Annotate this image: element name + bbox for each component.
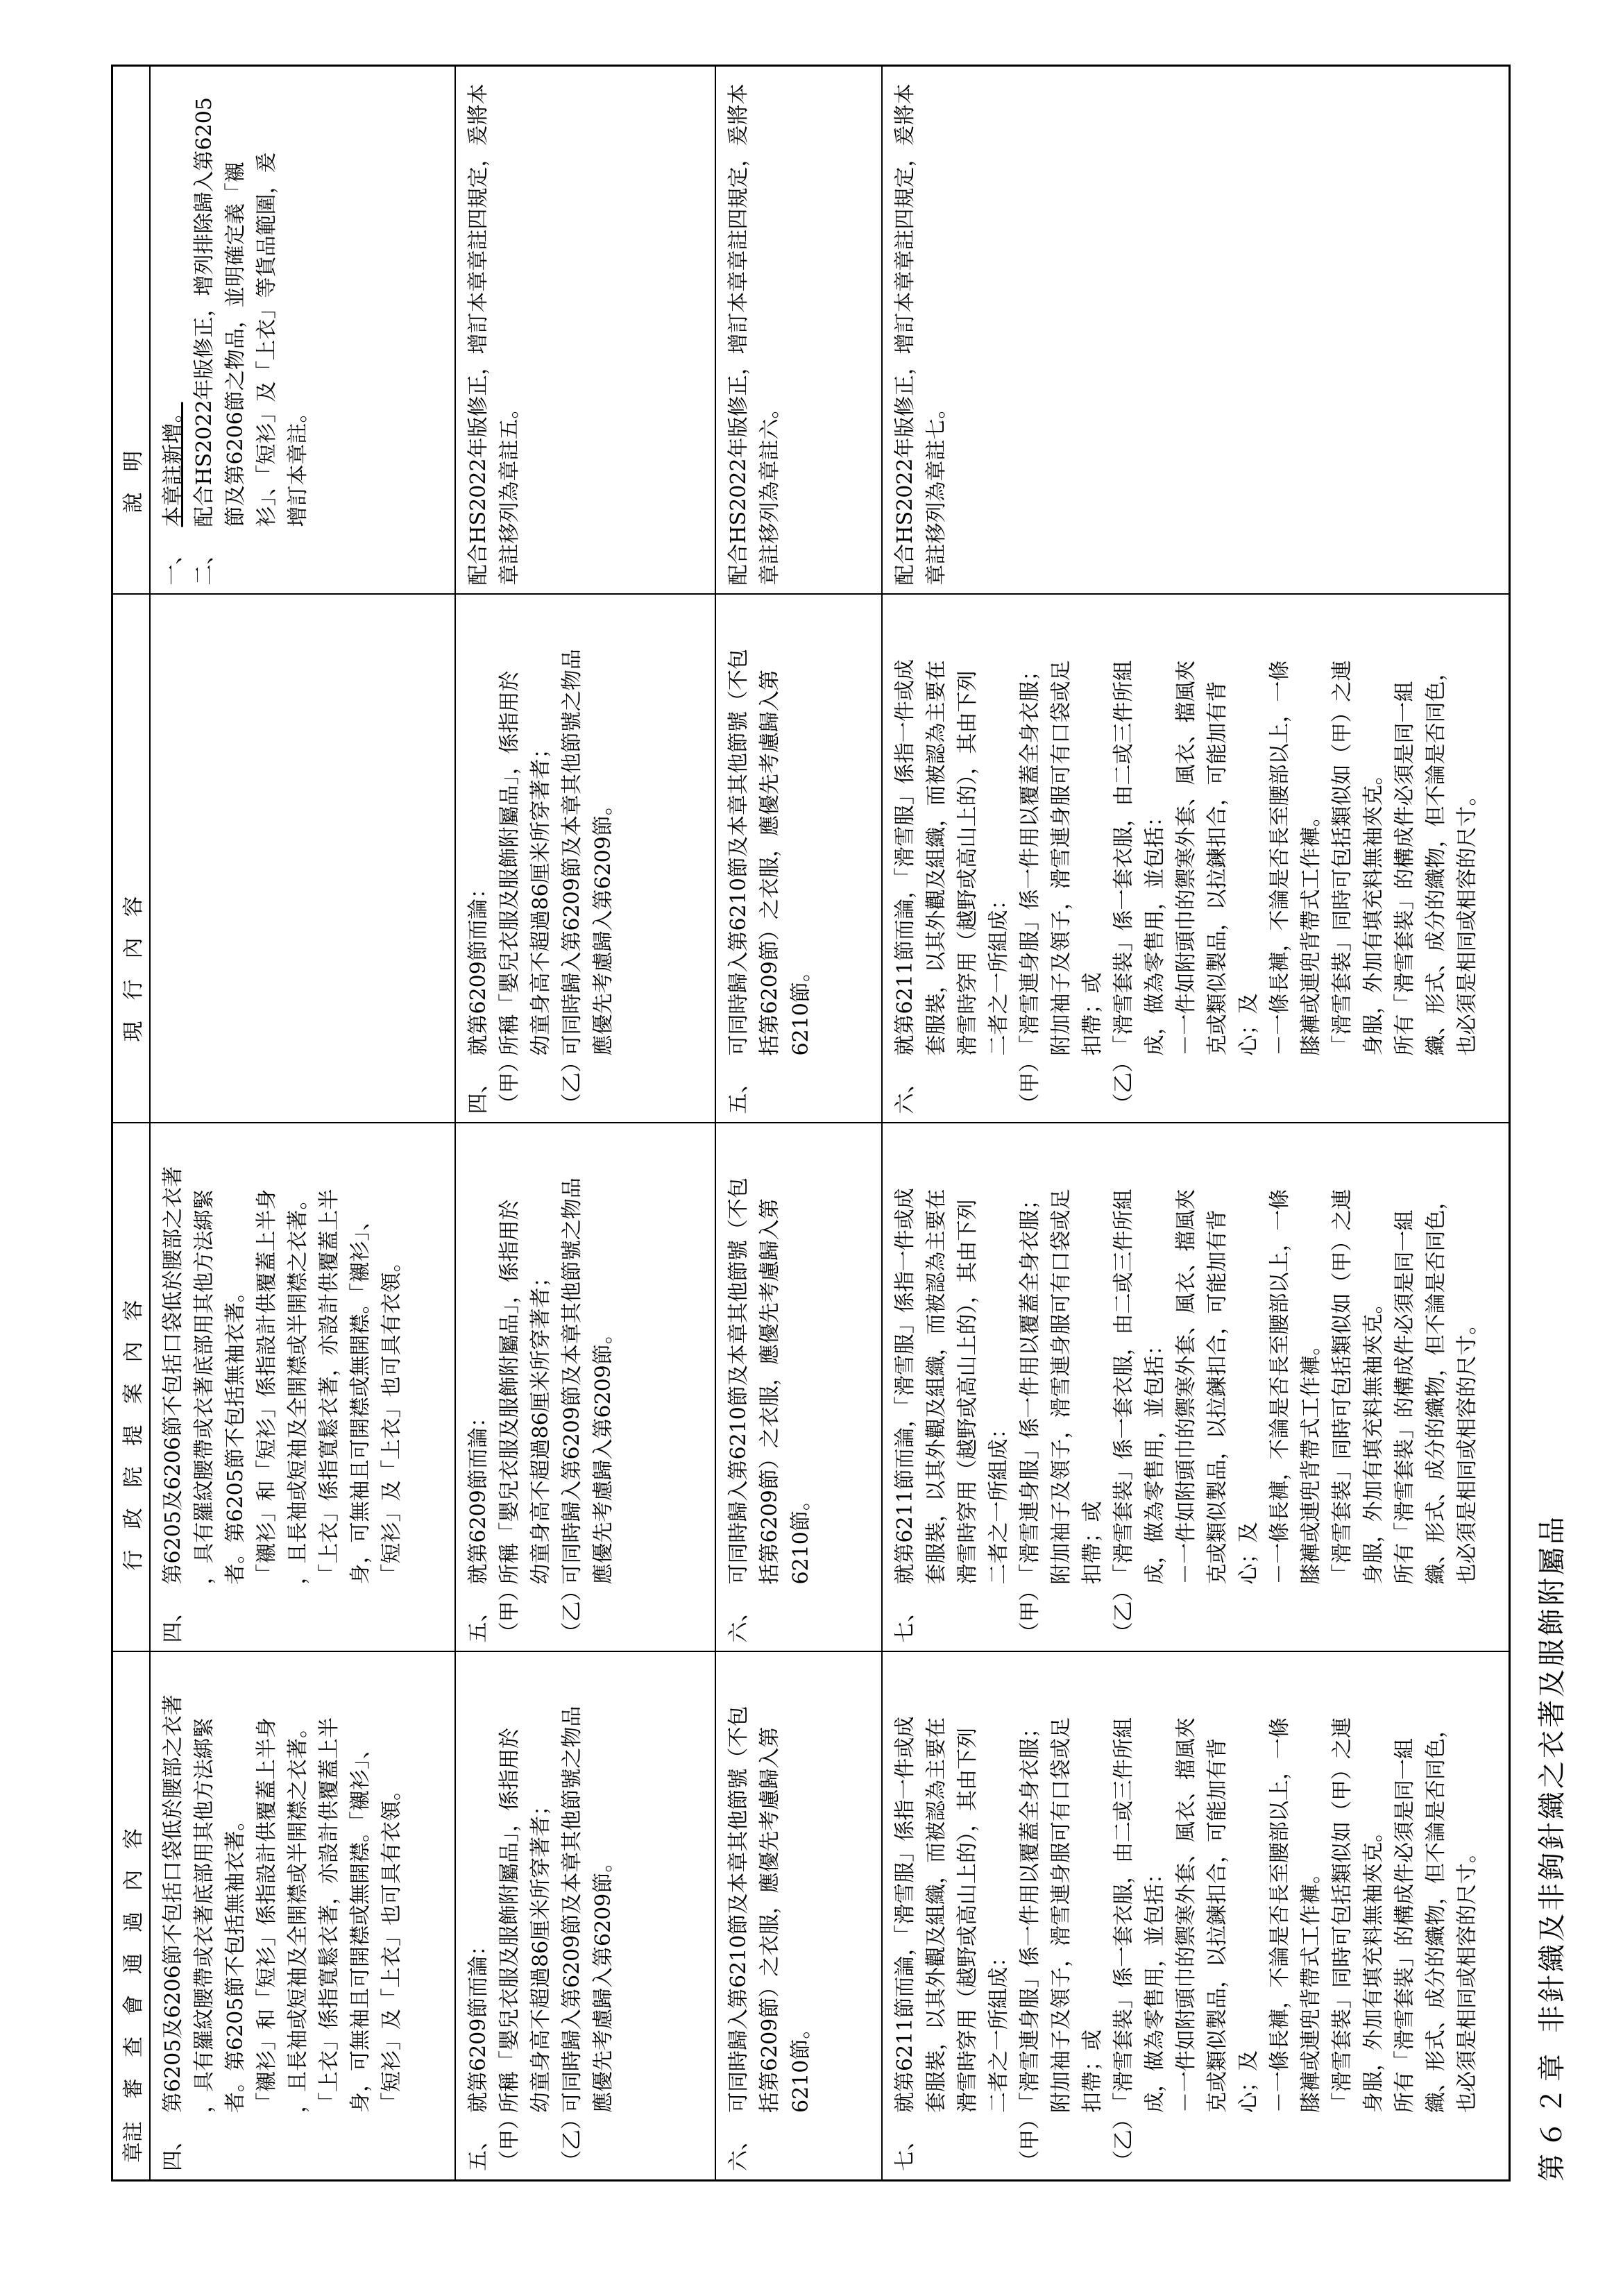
text-line: 增訂本章註。 xyxy=(286,402,310,527)
section-tag: 章註 xyxy=(121,2121,146,2163)
clause-number: 六、 xyxy=(893,1072,917,1114)
text-line: 6210節。 xyxy=(789,2018,813,2113)
text-line: 成，做為零售用，並包括： xyxy=(1143,1334,1167,1585)
cell-explanation xyxy=(715,66,882,595)
clause-number: 四、 xyxy=(466,1072,491,1114)
text-line: ，且長袖或短袖及全開襟或半開襟之衣著。 xyxy=(286,1189,310,1585)
chapter-number: 第６２章 xyxy=(1536,2048,1568,2182)
cell-committee xyxy=(715,1652,882,2181)
clause xyxy=(463,75,525,586)
text-line: 章註移列為章註五。 xyxy=(498,398,522,586)
clause xyxy=(1108,604,1483,1114)
text-line: 「滑雪套裝」同時可包括類似如（甲）之連 xyxy=(1330,660,1354,1056)
text-line: －一條長褲，不論是否長至腰部以上，一條 xyxy=(1268,1717,1292,2113)
clause xyxy=(1014,1661,1108,2172)
cell-explanation xyxy=(882,66,1509,595)
text-line: ，且長袖或短袖及全開襟或半開襟之衣著。 xyxy=(286,1717,310,2113)
text-line: 也必須是相同或相容的尺寸。 xyxy=(1455,785,1479,1056)
column-header-current xyxy=(112,595,151,1123)
text-line: 心；及 xyxy=(1237,993,1261,1056)
text-line: 克或類似製品，以拉鍊扣合，可能加有背 xyxy=(1205,681,1230,1056)
comparison-table xyxy=(111,65,1511,2182)
cell-proposal xyxy=(882,1123,1509,1652)
clause-number: 五、 xyxy=(466,2129,491,2171)
text-line: 可同時歸入第6209節及本章其他節號之物品 xyxy=(560,1177,584,1585)
text-line: 就第6209節而論： xyxy=(466,1406,491,1585)
clause xyxy=(158,75,189,586)
text-line: 「滑雪套裝」同時可包括類似如（甲）之連 xyxy=(1330,1189,1354,1585)
column-header-committee xyxy=(112,1652,151,2181)
text-line: 克或類似製品，以拉鍊扣合，可能加有背 xyxy=(1205,1209,1230,1585)
clause xyxy=(723,75,785,586)
clause-number: 四、 xyxy=(161,1601,185,1643)
text-line: 幼童身高不超過86厘米所穿著者； xyxy=(529,1794,553,2113)
text-line: 「上衣」係指寬鬆衣著，亦設計供覆蓋上半 xyxy=(317,1717,341,2113)
clause-number: 五、 xyxy=(726,1072,751,1114)
text-line: 第6205及6206節不包括口袋低於腰部之衣著 xyxy=(161,1166,185,1585)
text-line: 者。第6205節不包括無袖衣著。 xyxy=(223,1810,248,2113)
text-line: 「滑雪連身服」係一件用以覆蓋全身衣服； xyxy=(1018,660,1042,1056)
text-line: 所稱「嬰兒衣服及服飾附屬品」，係指用於 xyxy=(498,1199,522,1585)
text-line: 成，做為零售用，並包括： xyxy=(1143,806,1167,1056)
clause xyxy=(1108,1661,1483,2172)
clause xyxy=(158,1661,407,2172)
cell-explanation xyxy=(150,66,455,595)
text-line: 套服裝，以其外觀及組織，而被認為主要在 xyxy=(924,660,949,1056)
clause-number: （甲） xyxy=(1018,2109,1042,2171)
text-line: 滑雪時穿用（越野或高山上的），其由下列 xyxy=(955,1728,980,2113)
text-line: 「滑雪套裝」同時可包括類似如（甲）之連 xyxy=(1330,1717,1354,2113)
chapter-title xyxy=(1530,1514,1570,2182)
cell-proposal xyxy=(455,1123,715,1652)
table-row xyxy=(715,66,882,2181)
text-line: 二者之一所組成： xyxy=(987,1946,1011,2113)
text-line: 「短衫」及「上衣」也可具有衣領。 xyxy=(380,1780,404,2113)
clause xyxy=(723,604,817,1114)
text-line: 節及第6206節之物品，並明確定義「襯 xyxy=(223,162,248,527)
text-line: 織、形式、成分的織物，但不論是否同色， xyxy=(1424,1717,1448,2113)
cell-committee xyxy=(150,1652,455,2181)
text-line: 所稱「嬰兒衣服及服飾附屬品」，係指用於 xyxy=(498,670,522,1056)
clause-number: 二、 xyxy=(192,543,216,586)
text-line: 「襯衫」和「短衫」係指設計供覆蓋上半身 xyxy=(255,1189,279,1585)
text-line: 就第6211節而論，「滑雪服」係指一件或成 xyxy=(893,1716,917,2113)
text-line: 括第6209節）之衣服，應優先考慮歸入第 xyxy=(758,1198,782,1585)
clause-number: 六、 xyxy=(726,1601,751,1643)
text-line: 織、形式、成分的織物，但不論是否同色， xyxy=(1424,660,1448,1056)
column-title: 行 政 院 提 案 內 容 xyxy=(121,1300,146,1571)
text-line: 可同時歸入第6210節及本章其他節號（不包 xyxy=(726,1177,751,1585)
text-line: 衫」、「短衫」及「上衣」等貨品範圍，爰 xyxy=(255,152,279,527)
clause xyxy=(556,604,619,1114)
clause xyxy=(890,1132,1014,1643)
clause xyxy=(463,1132,494,1643)
clause-number: 五、 xyxy=(466,1601,491,1643)
clause xyxy=(463,604,494,1114)
text-line: 所稱「嬰兒衣服及服飾附屬品」，係指用於 xyxy=(498,1728,522,2113)
clause xyxy=(189,75,314,586)
text-line: 章註移列為章註六。 xyxy=(758,398,782,586)
text-line: －一件如附頭巾的禦寒外套、風衣、擋風夾 xyxy=(1174,1717,1198,2113)
text-line: 套服裝，以其外觀及組織，而被認為主要在 xyxy=(924,1189,949,1585)
clause-number: （乙） xyxy=(1112,2109,1136,2171)
text-line: 「上衣」係指寬鬆衣著，亦設計供覆蓋上半 xyxy=(317,1189,341,1585)
text-line: ，具有羅紋腰帶或衣著底部用其他方法綁緊 xyxy=(192,1189,216,1585)
cell-current xyxy=(715,595,882,1123)
text-line: 可同時歸入第6209節及本章其他節號之物品 xyxy=(560,649,584,1056)
cell-current xyxy=(150,595,455,1123)
column-title: 說 明 xyxy=(121,450,146,513)
clause xyxy=(158,1132,407,1643)
clause xyxy=(463,1661,494,2172)
clause-number: （甲） xyxy=(1018,1051,1042,1114)
text-line: 身服，外加有填充料無袖夾克。 xyxy=(1361,764,1386,1056)
text-line: 附加袖子及領子，滑雪連身服可有口袋或足 xyxy=(1049,1717,1073,2113)
text-line: 心；及 xyxy=(1237,2050,1261,2113)
text-line: 者。第6205節不包括無袖衣著。 xyxy=(223,1282,248,1585)
cell-proposal xyxy=(715,1123,882,1652)
column-header-proposal xyxy=(112,1123,151,1652)
text-line: 二者之一所組成： xyxy=(987,889,1011,1056)
text-line: 心；及 xyxy=(1237,1522,1261,1585)
text-line: 附加袖子及領子，滑雪連身服可有口袋或足 xyxy=(1049,1189,1073,1585)
text-line: 身服，外加有填充料無袖夾克。 xyxy=(1361,1293,1386,1585)
chapter-name: 非針織及非鉤針織之衣著及服飾附屬品 xyxy=(1536,1514,1568,2033)
text-line: 身，可無袖且可開襟或無開襟。「襯衫」、 xyxy=(348,1738,373,2113)
text-line: 身服，外加有填充料無袖夾克。 xyxy=(1361,1821,1386,2113)
clause-number: 四、 xyxy=(161,2129,185,2171)
text-line: 扣帶；或 xyxy=(1080,1501,1105,1585)
clause-number: 七、 xyxy=(893,1601,917,1643)
clause xyxy=(494,1132,556,1643)
clause-number: （甲） xyxy=(498,1580,522,1643)
header-row xyxy=(112,66,151,2181)
text-line: 二者之一所組成： xyxy=(987,1418,1011,1585)
text-line: 應優先考慮歸入第6209節。 xyxy=(591,794,615,1056)
text-line: 可同時歸入第6210節及本章其他節號（不包 xyxy=(726,1706,751,2113)
text-line: 6210節。 xyxy=(789,1490,813,1585)
text-line: 「滑雪套裝」係一套衣服，由二或三件所組 xyxy=(1112,660,1136,1056)
column-title: 現 行 內 容 xyxy=(121,896,146,1042)
text-line: －一條長褲，不論是否長至腰部以上，一條 xyxy=(1268,660,1292,1056)
clause xyxy=(723,1661,817,2172)
text-line: 就第6211節而論，「滑雪服」係指一件或成 xyxy=(893,1188,917,1585)
clause-number: （甲） xyxy=(1018,1580,1042,1643)
column-header-explanation xyxy=(112,66,151,595)
text-line: 本章註新增。 xyxy=(161,402,185,527)
text-line: 「滑雪連身服」係一件用以覆蓋全身衣服； xyxy=(1018,1189,1042,1585)
text-line: 可同時歸入第6210節及本章其他節號（不包 xyxy=(726,649,751,1056)
text-line: 應優先考慮歸入第6209節。 xyxy=(591,1851,615,2113)
clause-number: （乙） xyxy=(1112,1580,1136,1643)
text-line: 克或類似製品，以拉鍊扣合，可能加有背 xyxy=(1205,1738,1230,2113)
text-line: 括第6209節）之衣服，應優先考慮歸入第 xyxy=(758,670,782,1056)
text-line: 幼童身高不超過86厘米所穿著者； xyxy=(529,1266,553,1585)
clause-number: 一、 xyxy=(161,543,185,586)
text-line: 扣帶；或 xyxy=(1080,2030,1105,2113)
cell-committee xyxy=(882,1652,1509,2181)
table-row xyxy=(150,66,455,2181)
text-line: 膝褲或連兜背帶式工作褲。 xyxy=(1299,1863,1323,2113)
cell-proposal xyxy=(150,1123,455,1652)
clause-number: （甲） xyxy=(498,2109,522,2171)
text-line: 第6205及6206節不包括口袋低於腰部之衣著 xyxy=(161,1694,185,2113)
clause xyxy=(890,604,1014,1114)
clause-number: 六、 xyxy=(726,2129,751,2171)
text-line: 可同時歸入第6209節及本章其他節號之物品 xyxy=(560,1706,584,2113)
cell-explanation xyxy=(455,66,715,595)
text-line: 附加袖子及領子，滑雪連身服可有口袋或足 xyxy=(1049,660,1073,1056)
text-line: 幼童身高不超過86厘米所穿著者； xyxy=(529,738,553,1056)
clause-number: （乙） xyxy=(560,1051,584,1114)
clause xyxy=(723,1132,817,1643)
text-line: 身，可無袖且可開襟或無開襟。「襯衫」、 xyxy=(348,1209,373,1585)
clause xyxy=(1014,604,1108,1114)
text-line: －一件如附頭巾的禦寒外套、風衣、擋風夾 xyxy=(1174,1189,1198,1585)
text-line: 滑雪時穿用（越野或高山上的），其由下列 xyxy=(955,1199,980,1585)
text-line: 膝褲或連兜背帶式工作褲。 xyxy=(1299,1334,1323,1585)
text-line: 就第6209節而論： xyxy=(466,1934,491,2113)
clause xyxy=(1014,1132,1108,1643)
text-line: 6210節。 xyxy=(789,961,813,1056)
text-line: 滑雪時穿用（越野或高山上的），其由下列 xyxy=(955,670,980,1056)
table-row xyxy=(882,66,1509,2181)
text-line: 配合HS2022年版修正，增訂本章章註四規定，爰將本 xyxy=(466,83,491,586)
text-line: 「滑雪連身服」係一件用以覆蓋全身衣服； xyxy=(1018,1717,1042,2113)
text-line: 就第6211節而論，「滑雪服」係指一件或成 xyxy=(893,659,917,1056)
clause xyxy=(556,1661,619,2172)
text-line: －一條長褲，不論是否長至腰部以上，一條 xyxy=(1268,1189,1292,1585)
text-line: 也必須是相同或相容的尺寸。 xyxy=(1455,1842,1479,2113)
table-row xyxy=(455,66,715,2181)
text-line: 成，做為零售用，並包括： xyxy=(1143,1863,1167,2113)
clause xyxy=(556,1132,619,1643)
clause xyxy=(890,75,952,586)
text-line: 「滑雪套裝」係一套衣服，由二或三件所組 xyxy=(1112,1717,1136,2113)
text-line: 配合HS2022年版修正，增訂本章章註四規定，爰將本 xyxy=(893,83,917,586)
clause-number: （乙） xyxy=(560,2109,584,2171)
text-line: －一件如附頭巾的禦寒外套、風衣、擋風夾 xyxy=(1174,660,1198,1056)
clause xyxy=(494,1661,556,2172)
cell-current xyxy=(455,595,715,1123)
cell-committee xyxy=(455,1652,715,2181)
column-title: 審 查 會 通 過 內 容 xyxy=(121,1828,146,2099)
clause-number: （乙） xyxy=(1112,1051,1136,1114)
text-line: 膝褲或連兜背帶式工作褲。 xyxy=(1299,806,1323,1056)
clause-number: （乙） xyxy=(560,1580,584,1643)
text-line: 「襯衫」和「短衫」係指設計供覆蓋上半身 xyxy=(255,1717,279,2113)
clause xyxy=(494,604,556,1114)
clause-number: 七、 xyxy=(893,2129,917,2171)
text-line: 扣帶；或 xyxy=(1080,972,1105,1056)
clause xyxy=(1108,1132,1483,1643)
text-line: 也必須是相同或相容的尺寸。 xyxy=(1455,1313,1479,1585)
text-line: 所有「滑雪套裝」的構成件必須是同一組 xyxy=(1393,1209,1417,1585)
text-line: 所有「滑雪套裝」的構成件必須是同一組 xyxy=(1393,1738,1417,2113)
clause-number: （甲） xyxy=(498,1051,522,1114)
text-line: 配合HS2022年版修正，增列排除歸入第6205 xyxy=(192,97,216,527)
text-line: 織、形式、成分的織物，但不論是否同色， xyxy=(1424,1189,1448,1585)
text-line: 「滑雪套裝」係一套衣服，由二或三件所組 xyxy=(1112,1189,1136,1585)
text-line: 所有「滑雪套裝」的構成件必須是同一組 xyxy=(1393,681,1417,1056)
text-line: 括第6209節）之衣服，應優先考慮歸入第 xyxy=(758,1726,782,2113)
text-line: 應優先考慮歸入第6209節。 xyxy=(591,1323,615,1585)
cell-current xyxy=(882,595,1509,1123)
text-line: 就第6209節而論： xyxy=(466,878,491,1056)
text-line: 章註移列為章註七。 xyxy=(924,398,949,586)
clause xyxy=(890,1661,1014,2172)
text-line: 配合HS2022年版修正，增訂本章章註四規定，爰將本 xyxy=(726,83,751,586)
text-line: 套服裝，以其外觀及組織，而被認為主要在 xyxy=(924,1717,949,2113)
text-line: ，具有羅紋腰帶或衣著底部用其他方法綁緊 xyxy=(192,1717,216,2113)
text-line: 「短衫」及「上衣」也可具有衣領。 xyxy=(380,1251,404,1585)
